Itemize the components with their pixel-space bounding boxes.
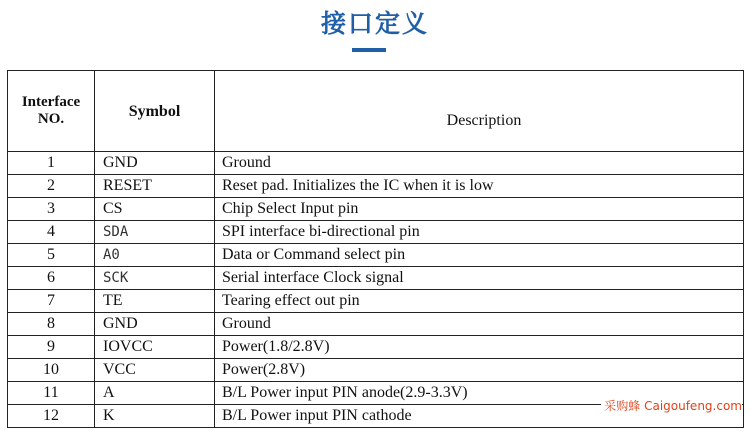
row-no: 1	[8, 152, 95, 175]
row-no: 11	[8, 382, 95, 405]
header-description: Description	[215, 71, 744, 152]
row-symbol: CS	[95, 198, 215, 221]
row-description: Chip Select Input pin	[215, 198, 744, 221]
row-symbol: RESET	[95, 175, 215, 198]
row-description: Ground	[215, 313, 744, 336]
row-no: 10	[8, 359, 95, 382]
page-title: 接口定义	[320, 9, 429, 38]
row-no: 5	[8, 244, 95, 267]
header-symbol: Symbol	[95, 71, 215, 152]
row-symbol: TE	[95, 290, 215, 313]
table-row	[8, 313, 744, 336]
watermark: 采购蜂 Caigoufeng.com	[601, 397, 742, 414]
row-no: 8	[8, 313, 95, 336]
row-symbol: VCC	[95, 359, 215, 382]
header-interface-no: Interface NO.	[8, 71, 95, 152]
table-row	[8, 198, 744, 221]
row-description: Power(1.8/2.8V)	[215, 336, 744, 359]
row-symbol: SCK	[95, 267, 215, 290]
table-header-row	[8, 71, 744, 152]
table-row	[8, 359, 744, 382]
row-description: Power(2.8V)	[215, 359, 744, 382]
title-underline	[352, 48, 386, 52]
row-no: 2	[8, 175, 95, 198]
table-row	[8, 244, 744, 267]
row-symbol: IOVCC	[95, 336, 215, 359]
row-description: B/L Power input PIN anode(2.9-3.3V)	[215, 382, 744, 405]
row-symbol: A0	[95, 244, 215, 267]
interface-table	[7, 70, 744, 428]
table-row	[8, 152, 744, 175]
row-symbol: K	[95, 405, 215, 428]
row-no: 4	[8, 221, 95, 244]
row-description: Data or Command select pin	[215, 244, 744, 267]
row-no: 9	[8, 336, 95, 359]
row-no: 12	[8, 405, 95, 428]
row-no: 7	[8, 290, 95, 313]
row-symbol: GND	[95, 313, 215, 336]
row-description: SPI interface bi-directional pin	[215, 221, 744, 244]
row-no: 3	[8, 198, 95, 221]
table-row	[8, 175, 744, 198]
row-description: Reset pad. Initializes the IC when it is low	[215, 175, 744, 198]
row-description: Serial interface Clock signal	[215, 267, 744, 290]
row-description: B/L Power input PIN cathode	[215, 405, 744, 428]
table-row	[8, 267, 744, 290]
row-symbol: A	[95, 382, 215, 405]
table-row	[8, 336, 744, 359]
row-description: Ground	[215, 152, 744, 175]
row-symbol: SDA	[95, 221, 215, 244]
row-description: Tearing effect out pin	[215, 290, 744, 313]
table-row	[8, 221, 744, 244]
row-symbol: GND	[95, 152, 215, 175]
table-row	[8, 290, 744, 313]
row-no: 6	[8, 267, 95, 290]
